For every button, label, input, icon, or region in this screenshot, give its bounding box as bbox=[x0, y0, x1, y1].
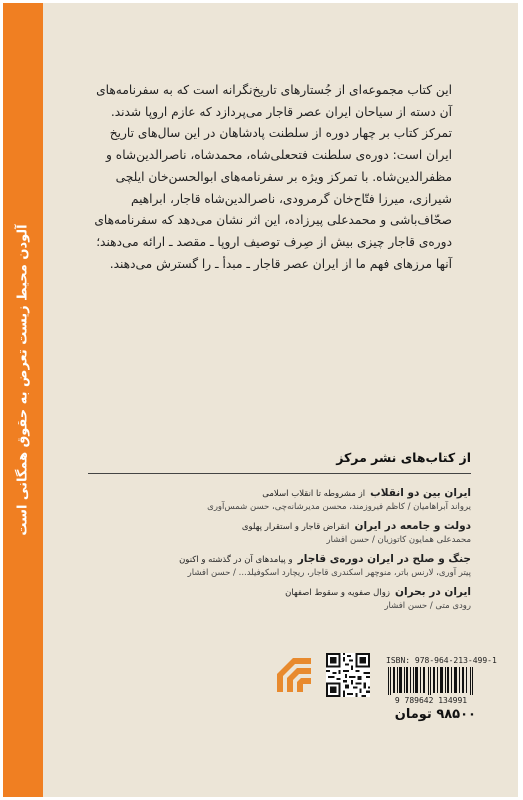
book-authors: محمدعلی همایون کاتوزیان / حسن افشار bbox=[326, 535, 471, 545]
book-item bbox=[88, 481, 471, 512]
environment-slogan: آلودن محیط زیست تعرض به حقوق همگانی است bbox=[15, 224, 31, 536]
book-authors: یرواند آبراهامیان / کاظم فیروزمند، محسن مدیرشانه‌چی، حسن شمس‌آوری bbox=[207, 502, 471, 512]
blurb-line: این کتاب مجموعه‌ای از جُستارهای تاریخ‌نگرانه است که به سفرنامه‌های bbox=[96, 83, 452, 97]
book-item bbox=[88, 580, 471, 611]
book-subtitle: از مشروطه تا انقلاب اسلامی bbox=[262, 489, 366, 499]
publisher-logo-icon bbox=[273, 654, 315, 696]
book-subtitle: زوال صفویه و سقوط اصفهان bbox=[285, 588, 390, 598]
blurb-line: صحّاف‌باشی و محمدعلی پیرزاده، این اثر نشان می‌دهد که سفرنامه‌های bbox=[94, 213, 452, 228]
barcode-digits: 9 789642 134991 bbox=[394, 696, 468, 705]
book-authors: رودی متی / حسن افشار bbox=[384, 601, 471, 611]
section-divider bbox=[88, 473, 471, 474]
book-title: ایران در بحران bbox=[395, 586, 471, 598]
isbn-label: ISBN: 978-964-213-499-1 bbox=[386, 656, 497, 665]
blurb-line: ایران است: دوره‌ی سلطنت فتحعلی‌شاه، محمدشاه، ناصرالدین‌شاه و bbox=[106, 148, 452, 163]
blurb-text bbox=[88, 80, 452, 275]
blurb-line: آن دسته از سیاحان ایران عصر قاجار می‌پردازد که عازم اروپا شدند. bbox=[110, 104, 452, 119]
book-title: دولت و جامعه در ایران bbox=[354, 520, 471, 532]
blurb-line: آنها مرزهای فهم ما از ایران عصر قاجار ـ مبدأ ـ را گسترش می‌دهند. bbox=[109, 256, 452, 271]
book-subtitle: و پیامدهای آن در گذشته و اکنون bbox=[179, 555, 293, 565]
book-item bbox=[88, 547, 471, 578]
blurb-line: دوره‌ی قاجار چیزی بیش از صِرف توصیف اروپا ـ مقصد ـ ارائه می‌دهند؛ bbox=[96, 234, 452, 249]
section-title: از کتاب‌های نشر مرکز bbox=[336, 450, 471, 465]
blurb-line: تمرکز کتاب بر چهار دوره از سلطنت پادشاهان در این سال‌های تاریخ bbox=[109, 126, 452, 141]
book-item bbox=[88, 514, 471, 545]
book-authors: پیتر آوری، لارنس باتر، منوچهر اسکندری قاجار، ریچارد اسکوفیلد... / حسن افشار bbox=[187, 568, 471, 578]
barcode-icon bbox=[386, 667, 476, 695]
book-subtitle: انقراض قاجار و استقرار پهلوی bbox=[241, 522, 350, 532]
blurb-line: مظفرالدین‌شاه. با تمرکز ویژه بر سفرنامه‌های ابوالحسن‌خان ایلچی bbox=[115, 169, 452, 184]
book-title: ایران بین دو انقلاب bbox=[370, 487, 471, 499]
book-list bbox=[88, 481, 471, 613]
blurb-line: شیرازی، میرزا فتّاح‌خان گرمرودی، ناصرالدین‌شاه قاجار، ابراهیم bbox=[130, 191, 452, 206]
book-title: جنگ و صلح در ایران دوره‌ی قاجار bbox=[297, 553, 471, 565]
price: ۹۸۵۰۰ تومان bbox=[394, 707, 476, 722]
qr-code-icon bbox=[326, 653, 370, 697]
